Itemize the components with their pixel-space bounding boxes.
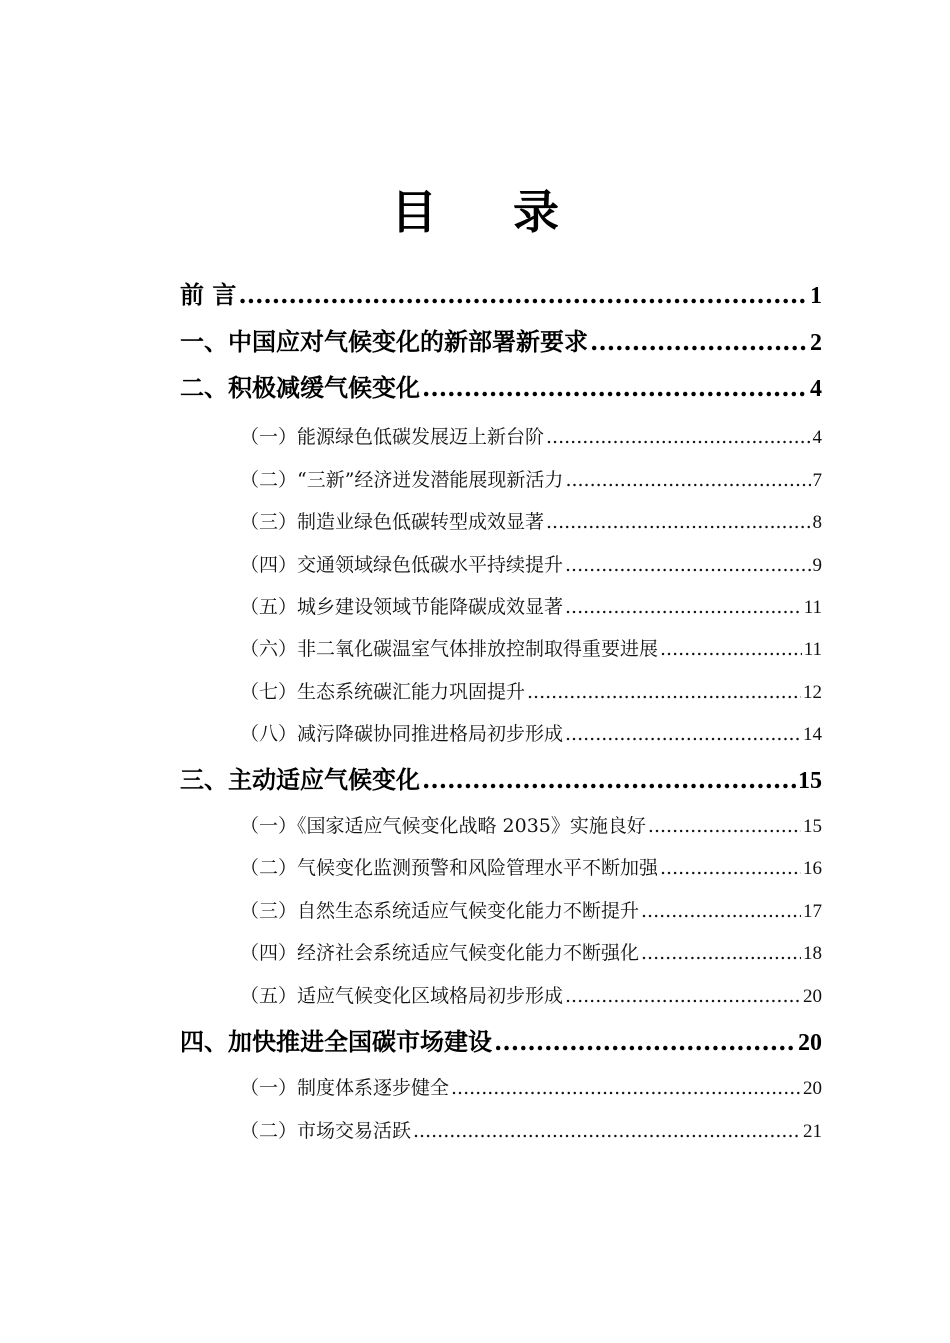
toc-entry-label: 二、积极减缓气候变化: [180, 373, 420, 402]
dot-leader: [641, 942, 801, 964]
toc-entry-label: （二）“三新”经济迸发潜能展现新活力: [240, 469, 564, 491]
toc-entry-section[interactable]: [240, 465, 822, 497]
dot-leader: [565, 554, 810, 576]
dot-leader: [565, 985, 801, 1007]
toc-entry-page: 20: [798, 1030, 822, 1056]
toc-entry-page: 11: [803, 639, 822, 660]
toc-entry-label: （三）制造业绿色低碳转型成效显著: [240, 511, 545, 533]
toc-entry-page: 20: [803, 986, 822, 1007]
toc-entry-page: 12: [803, 682, 822, 703]
dot-leader: [590, 327, 808, 356]
toc-entry-page: 9: [812, 555, 822, 576]
toc-entry-chapter-1[interactable]: [180, 322, 822, 362]
toc-entry-section[interactable]: [240, 896, 822, 928]
toc-entry-label: 四、加快推进全国碳市场建设: [180, 1027, 492, 1056]
toc-entry-page: 11: [803, 597, 822, 618]
toc-entry-label: （四）经济社会系统适应气候变化能力不断强化: [240, 942, 640, 964]
toc-entry-page: 20: [803, 1078, 822, 1099]
toc-entry-label: （六）非二氧化碳温室气体排放控制取得重要进展: [240, 638, 659, 660]
toc-entry-label: （二）市场交易活跃: [240, 1120, 412, 1142]
dot-leader: [546, 426, 810, 448]
toc-entry-chapter-3[interactable]: [180, 760, 822, 800]
toc-entry-page: 8: [812, 512, 822, 533]
dot-leader: [422, 373, 808, 402]
dot-leader: [565, 596, 802, 618]
dot-leader: [527, 681, 801, 703]
toc-entry-page: 4: [810, 376, 822, 402]
toc-entry-page: 15: [803, 816, 822, 837]
toc-entry-chapter-4[interactable]: [180, 1022, 822, 1062]
toc-entry-chapter-2[interactable]: [180, 368, 822, 408]
toc-entry-page: 14: [803, 724, 822, 745]
toc-entry-section[interactable]: [240, 422, 822, 454]
toc-entry-label: （五）城乡建设领域节能降碳成效显著: [240, 596, 564, 618]
toc-entry-page: 7: [812, 470, 822, 491]
toc-entry-section[interactable]: [240, 1116, 822, 1148]
toc-entry-page: 2: [810, 330, 822, 356]
toc-entry-label: 一、中国应对气候变化的新部署新要求: [180, 327, 588, 356]
toc-entry-label: （三）自然生态系统适应气候变化能力不断提升: [240, 900, 640, 922]
dot-leader: [422, 765, 796, 794]
dot-leader: [238, 280, 808, 309]
dot-leader: [565, 469, 810, 491]
toc-entry-label: 三、主动适应气候变化: [180, 765, 420, 794]
toc-entry-label: （四）交通领域绿色低碳水平持续提升: [240, 554, 564, 576]
toc-entry-label: （二）气候变化监测预警和风险管理水平不断加强: [240, 857, 659, 879]
dot-leader: [565, 723, 801, 745]
page-title: 目 录: [390, 185, 589, 239]
toc-entry-page: 1: [810, 283, 822, 309]
dot-leader: [660, 638, 802, 660]
dot-leader: [546, 511, 810, 533]
toc-entry-section[interactable]: [240, 811, 822, 843]
toc-entry-section[interactable]: [240, 719, 822, 751]
toc-entry-label: （五）适应气候变化区域格局初步形成: [240, 985, 564, 1007]
toc-entry-label: （一）能源绿色低碳发展迈上新台阶: [240, 426, 545, 448]
toc-entry-label: （七）生态系统碳汇能力巩固提升: [240, 681, 526, 703]
toc-entry-label: （一）《国家适应气候变化战略 2035》实施良好: [240, 815, 646, 837]
toc-entry-page: 16: [803, 858, 822, 879]
toc-entry-section[interactable]: [240, 938, 822, 970]
toc-entry-section[interactable]: [240, 853, 822, 885]
toc-entry-section[interactable]: [240, 981, 822, 1013]
toc-entry-section[interactable]: [240, 634, 822, 666]
toc-entry-page: 21: [803, 1121, 822, 1142]
toc-entry-page: 17: [803, 901, 822, 922]
toc-entry-label: 前 言: [180, 280, 237, 309]
toc-entry-section[interactable]: [240, 507, 822, 539]
toc-entry-preface[interactable]: [180, 275, 822, 315]
toc-entry-label: （一）制度体系逐步健全: [240, 1077, 450, 1099]
dot-leader: [413, 1120, 801, 1142]
toc-entry-page: 4: [812, 427, 822, 448]
toc-entry-page: 15: [798, 768, 822, 794]
dot-leader: [641, 900, 801, 922]
toc-entry-section[interactable]: [240, 677, 822, 709]
dot-leader: [451, 1077, 801, 1099]
toc-entry-section[interactable]: [240, 550, 822, 582]
toc-entry-section[interactable]: [240, 1073, 822, 1105]
dot-leader: [660, 857, 801, 879]
dot-leader: [648, 815, 801, 837]
toc-entry-label: （八）减污降碳协同推进格局初步形成: [240, 723, 564, 745]
dot-leader: [494, 1027, 796, 1056]
toc-entry-page: 18: [803, 943, 822, 964]
toc-entry-section[interactable]: [240, 592, 822, 624]
